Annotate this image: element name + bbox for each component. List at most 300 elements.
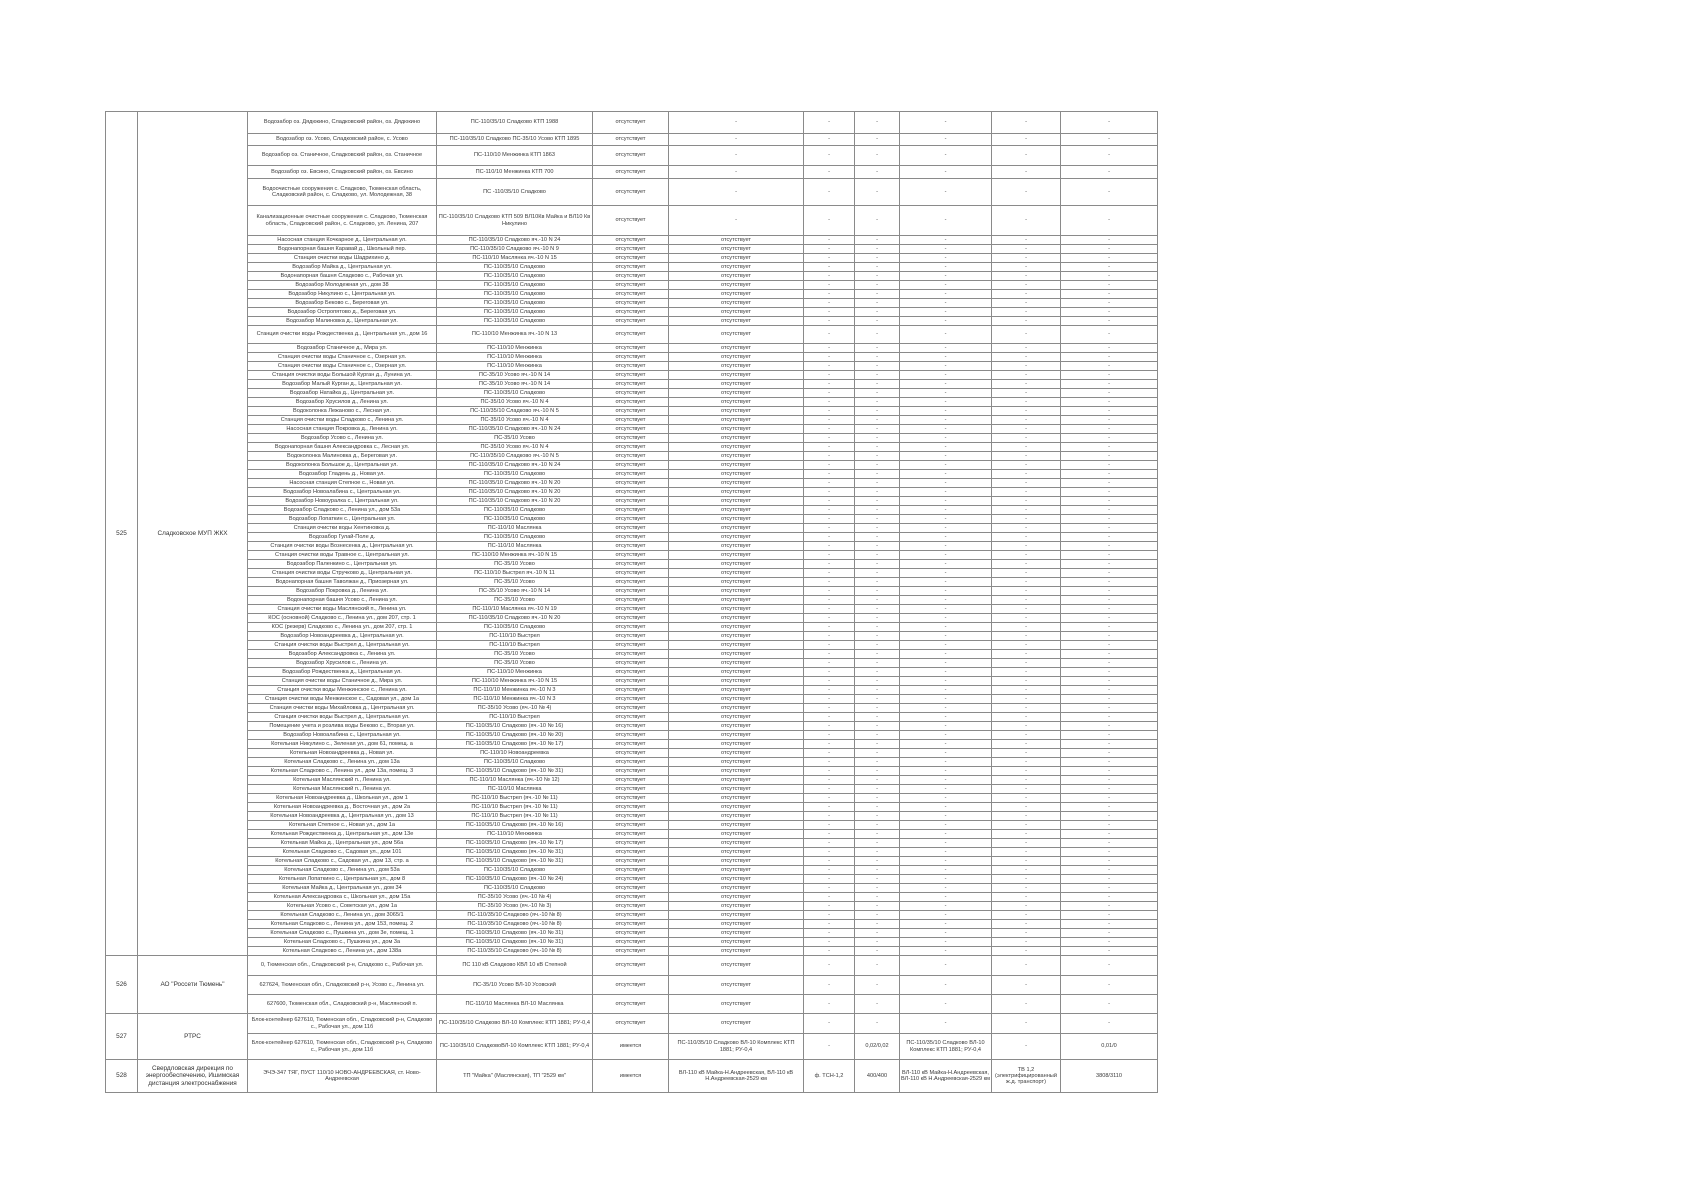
reserve-cell: отсутствует bbox=[593, 263, 669, 272]
table-row bbox=[106, 452, 1158, 461]
object-cell: Водонапорная башня Таволжан д., Приозерная ул. bbox=[248, 578, 437, 587]
supply-point-cell: ПС-110/35/10 Сладково bbox=[437, 884, 593, 893]
value-cell: - bbox=[992, 506, 1061, 515]
object-cell: Водозабор Малый Курган д., Центральная ул. bbox=[248, 380, 437, 389]
detail-cell: отсутствует bbox=[669, 587, 804, 596]
supply-point-cell: ПС-35/10 Усово яч.-10 N 4 bbox=[437, 443, 593, 452]
value-cell: - bbox=[1061, 947, 1158, 956]
object-cell: Водозабор Станичное д., Мира ул. bbox=[248, 344, 437, 353]
supply-point-cell: ПС-110/35/10 Сладково bbox=[437, 263, 593, 272]
reserve-cell: отсутствует bbox=[593, 848, 669, 857]
value-cell: - bbox=[992, 353, 1061, 362]
object-cell: КОС (основной) Сладково с., Ленина ул., дом 207, стр. 1 bbox=[248, 614, 437, 623]
value-cell: - bbox=[804, 326, 855, 344]
detail-cell: отсутствует bbox=[669, 497, 804, 506]
table-row bbox=[106, 641, 1158, 650]
supply-point-cell: ПС-110/35/10 Сладково bbox=[437, 866, 593, 875]
table-row bbox=[106, 713, 1158, 722]
value-cell: - bbox=[992, 569, 1061, 578]
group-number-cell: 528 bbox=[106, 1060, 138, 1093]
value-cell: - bbox=[1061, 641, 1158, 650]
object-cell: Станция очистки воды Михайловка д., Центральная ул. bbox=[248, 704, 437, 713]
supply-point-cell: ПС-110/10 Менжинка КТП 1863 bbox=[437, 146, 593, 166]
detail-cell: ВЛ-110 кВ Майка-Н.Андреевская, ВЛ-110 кВ Н.Андреевская-2529 км bbox=[669, 1060, 804, 1093]
reserve-cell: отсутствует bbox=[593, 605, 669, 614]
value-cell: - bbox=[804, 947, 855, 956]
object-cell: Водозабор Гулай-Поле д. bbox=[248, 533, 437, 542]
supply-point-cell: ПС-110/35/10 Сладково (яч.-10 № 31) bbox=[437, 767, 593, 776]
value-cell: - bbox=[992, 995, 1061, 1014]
value-cell: - bbox=[992, 434, 1061, 443]
value-cell: - bbox=[900, 695, 992, 704]
supply-point-cell: ПС-110/35/10 Сладково bbox=[437, 317, 593, 326]
detail-cell: отсутствует bbox=[669, 749, 804, 758]
table-row bbox=[106, 263, 1158, 272]
value-cell: - bbox=[900, 551, 992, 560]
value-cell: - bbox=[992, 179, 1061, 206]
supply-point-cell: ПС-110/35/10 Сладково яч.-10 N 9 bbox=[437, 245, 593, 254]
value-cell: - bbox=[855, 830, 900, 839]
object-cell: Котельная Маслянский п., Ленина ул. bbox=[248, 785, 437, 794]
object-cell: Станция очистки воды Менжинское с., Ленина ул. bbox=[248, 686, 437, 695]
table-row bbox=[106, 911, 1158, 920]
value-cell: - bbox=[900, 542, 992, 551]
detail-cell: отсутствует bbox=[669, 272, 804, 281]
value-cell: - bbox=[1061, 179, 1158, 206]
value-cell: - bbox=[992, 731, 1061, 740]
value-cell: - bbox=[855, 425, 900, 434]
supply-point-cell: ПС-110/35/10 Сладково (яч.-10 № 16) bbox=[437, 821, 593, 830]
value-cell: - bbox=[1061, 236, 1158, 245]
value-cell: - bbox=[992, 497, 1061, 506]
value-cell: - bbox=[855, 749, 900, 758]
value-cell: - bbox=[992, 1034, 1061, 1060]
value-cell: - bbox=[900, 263, 992, 272]
detail-cell: отсутствует bbox=[669, 362, 804, 371]
reserve-cell: отсутствует bbox=[593, 749, 669, 758]
supply-point-cell: ПС-110/10 Маслянка (яч.-10 № 12) bbox=[437, 776, 593, 785]
value-cell: - bbox=[992, 317, 1061, 326]
object-cell: Водозабор Никулино с., Центральная ул. bbox=[248, 290, 437, 299]
object-cell: Котельная Майка д., Центральная ул., дом 34 bbox=[248, 884, 437, 893]
supply-point-cell: ПС-110/10 Маслянка bbox=[437, 542, 593, 551]
value-cell: - bbox=[804, 839, 855, 848]
object-cell: Водозабор Новоандреевка д., Центральная ул. bbox=[248, 632, 437, 641]
value-cell: - bbox=[804, 353, 855, 362]
value-cell: - bbox=[992, 956, 1061, 976]
value-cell: - bbox=[992, 272, 1061, 281]
reserve-cell: имеется bbox=[593, 1060, 669, 1093]
reserve-cell: отсутствует bbox=[593, 542, 669, 551]
reserve-cell: отсутствует bbox=[593, 776, 669, 785]
reserve-cell: отсутствует bbox=[593, 677, 669, 686]
detail-cell: отсутствует bbox=[669, 236, 804, 245]
detail-cell: - bbox=[669, 206, 804, 236]
value-cell: - bbox=[855, 785, 900, 794]
table-row bbox=[106, 596, 1158, 605]
value-cell: - bbox=[1061, 353, 1158, 362]
value-cell: - bbox=[900, 722, 992, 731]
value-cell: - bbox=[804, 686, 855, 695]
value-cell: - bbox=[804, 1034, 855, 1060]
value-cell: - bbox=[992, 668, 1061, 677]
table-row bbox=[106, 479, 1158, 488]
supply-point-cell: ПС-110/10 Выстрел bbox=[437, 632, 593, 641]
value-cell: - bbox=[804, 812, 855, 821]
value-cell: - bbox=[992, 758, 1061, 767]
value-cell: - bbox=[992, 524, 1061, 533]
detail-cell: отсутствует bbox=[669, 407, 804, 416]
value-cell: - bbox=[900, 353, 992, 362]
value-cell: - bbox=[804, 416, 855, 425]
object-cell: Водозабор оз. Станичное, Сладковский район, оз. Станичное bbox=[248, 146, 437, 166]
value-cell: - bbox=[900, 884, 992, 893]
value-cell: - bbox=[992, 461, 1061, 470]
value-cell: - bbox=[855, 659, 900, 668]
value-cell: - bbox=[804, 731, 855, 740]
reserve-cell: отсутствует bbox=[593, 425, 669, 434]
value-cell: - bbox=[1061, 308, 1158, 317]
table-row bbox=[106, 206, 1158, 236]
supply-point-cell: ПС-110/10 Менжинка яч.-10 N 13 bbox=[437, 326, 593, 344]
detail-cell: отсутствует bbox=[669, 821, 804, 830]
value-cell: - bbox=[804, 290, 855, 299]
organization-cell: АО "Россети Тюмень" bbox=[138, 956, 248, 1014]
object-cell: Котельная Новоандреевка д., Новая ул. bbox=[248, 749, 437, 758]
value-cell: - bbox=[804, 740, 855, 749]
detail-cell: отсутствует bbox=[669, 290, 804, 299]
value-cell: - bbox=[1061, 146, 1158, 166]
value-cell: - bbox=[992, 911, 1061, 920]
table-row bbox=[106, 821, 1158, 830]
table-row bbox=[106, 290, 1158, 299]
value-cell: - bbox=[1061, 785, 1158, 794]
value-cell: - bbox=[992, 605, 1061, 614]
value-cell: - bbox=[804, 830, 855, 839]
value-cell: - bbox=[992, 794, 1061, 803]
value-cell: - bbox=[1061, 317, 1158, 326]
value-cell: - bbox=[900, 452, 992, 461]
value-cell: - bbox=[804, 362, 855, 371]
value-cell: - bbox=[855, 551, 900, 560]
value-cell: - bbox=[992, 659, 1061, 668]
value-cell: - bbox=[1061, 776, 1158, 785]
table-row bbox=[106, 371, 1158, 380]
value-cell: - bbox=[855, 911, 900, 920]
table-row bbox=[106, 281, 1158, 290]
value-cell: - bbox=[900, 317, 992, 326]
table-row bbox=[106, 326, 1158, 344]
table-row bbox=[106, 857, 1158, 866]
value-cell: - bbox=[900, 785, 992, 794]
value-cell: - bbox=[992, 166, 1061, 179]
value-cell: - bbox=[804, 976, 855, 995]
reserve-cell: отсутствует bbox=[593, 479, 669, 488]
value-cell: - bbox=[855, 623, 900, 632]
value-cell: - bbox=[992, 578, 1061, 587]
supply-point-cell: ПС-110/35/10 СладковоВЛ-10 Комплекс КТП 1881; РУ-0,4 bbox=[437, 1034, 593, 1060]
value-cell: - bbox=[804, 875, 855, 884]
detail-cell: отсутствует bbox=[669, 308, 804, 317]
value-cell: ТВ 1,2 (электрифицированный ж.д. транспорт) bbox=[992, 1060, 1061, 1093]
object-cell: Водозабор Покровка д., Ленина ул. bbox=[248, 587, 437, 596]
value-cell: - bbox=[804, 389, 855, 398]
value-cell: - bbox=[804, 263, 855, 272]
reserve-cell: отсутствует bbox=[593, 488, 669, 497]
supply-point-cell: ПС-110/35/10 Сладково bbox=[437, 389, 593, 398]
detail-cell: отсутствует bbox=[669, 542, 804, 551]
value-cell: - bbox=[855, 587, 900, 596]
detail-cell: отсутствует bbox=[669, 524, 804, 533]
value-cell: - bbox=[855, 236, 900, 245]
organization-cell: Сладковское МУП ЖКХ bbox=[138, 112, 248, 956]
value-cell: - bbox=[855, 461, 900, 470]
value-cell: ПС-110/35/10 Сладково ВЛ-10 Комплекс КТП 1881; РУ-0,4 bbox=[900, 1034, 992, 1060]
value-cell: - bbox=[900, 767, 992, 776]
object-cell: Станция очистки воды Станичное с., Озерная ул. bbox=[248, 353, 437, 362]
table-row bbox=[106, 166, 1158, 179]
detail-cell: отсутствует bbox=[669, 641, 804, 650]
reserve-cell: отсутствует bbox=[593, 524, 669, 533]
value-cell: - bbox=[804, 722, 855, 731]
detail-cell: отсутствует bbox=[669, 254, 804, 263]
value-cell: - bbox=[992, 632, 1061, 641]
value-cell: - bbox=[855, 731, 900, 740]
value-cell: - bbox=[855, 605, 900, 614]
value-cell: - bbox=[855, 569, 900, 578]
detail-cell: отсутствует bbox=[669, 317, 804, 326]
object-cell: Насосная станция Степное с., Новая ул. bbox=[248, 479, 437, 488]
value-cell: - bbox=[855, 641, 900, 650]
value-cell: - bbox=[900, 398, 992, 407]
supply-point-cell: ПС-110/35/10 Сладково (яч.-10 № 17) bbox=[437, 839, 593, 848]
value-cell: - bbox=[804, 425, 855, 434]
object-cell: Котельная Сладково с., Пушкина ул., дом 3а bbox=[248, 938, 437, 947]
object-cell: Водонапорная башня Усово с., Ленина ул. bbox=[248, 596, 437, 605]
detail-cell: отсутствует bbox=[669, 434, 804, 443]
value-cell: - bbox=[900, 515, 992, 524]
value-cell: - bbox=[1061, 272, 1158, 281]
value-cell: - bbox=[804, 299, 855, 308]
table-row bbox=[106, 893, 1158, 902]
object-cell: Станция очистки воды Маслянский п., Ленина ул. bbox=[248, 605, 437, 614]
supply-point-cell: ПС-110/35/10 Сладково (яч.-10 № 31) bbox=[437, 848, 593, 857]
value-cell: - bbox=[992, 254, 1061, 263]
detail-cell: отсутствует bbox=[669, 461, 804, 470]
table-row bbox=[106, 443, 1158, 452]
object-cell: Станция очистки воды Хентиновка д. bbox=[248, 524, 437, 533]
table-row bbox=[106, 947, 1158, 956]
value-cell: - bbox=[900, 236, 992, 245]
object-cell: Водозабор Новоуралка с., Центральная ул. bbox=[248, 497, 437, 506]
supply-point-cell: ПС-110/10 Менжинка яч.-10 N 15 bbox=[437, 677, 593, 686]
value-cell: - bbox=[900, 434, 992, 443]
object-cell: Водозабор Усово с., Ленина ул. bbox=[248, 434, 437, 443]
value-cell: - bbox=[900, 812, 992, 821]
value-cell: - bbox=[992, 677, 1061, 686]
reserve-cell: отсутствует bbox=[593, 812, 669, 821]
reserve-cell: отсутствует bbox=[593, 650, 669, 659]
table-row bbox=[106, 740, 1158, 749]
table-row bbox=[106, 650, 1158, 659]
supply-point-cell: ПС-110/35/10 Сладково яч.-10 N 24 bbox=[437, 461, 593, 470]
value-cell: - bbox=[804, 749, 855, 758]
object-cell: Котельная Сладково с., Садовая ул., дом 101 bbox=[248, 848, 437, 857]
supply-point-cell: ПС-110/10 Менжинка яч.-10 N 3 bbox=[437, 686, 593, 695]
table-row bbox=[106, 758, 1158, 767]
supply-point-cell: ПС-110/35/10 Сладково bbox=[437, 533, 593, 542]
object-cell: Водозабор Новоалабина с., Центральная ул. bbox=[248, 488, 437, 497]
value-cell: - bbox=[855, 533, 900, 542]
detail-cell: отсутствует bbox=[669, 659, 804, 668]
table-row bbox=[106, 659, 1158, 668]
reserve-cell: отсутствует bbox=[593, 416, 669, 425]
reserve-cell: отсутствует bbox=[593, 976, 669, 995]
reserve-cell: отсутствует bbox=[593, 371, 669, 380]
value-cell: - bbox=[804, 281, 855, 290]
detail-cell: отсутствует bbox=[669, 551, 804, 560]
supply-point-cell: ПС-35/10 Усово яч.-10 N 4 bbox=[437, 398, 593, 407]
value-cell: - bbox=[992, 443, 1061, 452]
value-cell: - bbox=[1061, 650, 1158, 659]
value-cell: - bbox=[855, 686, 900, 695]
detail-cell: ПС-110/35/10 Сладково ВЛ-10 Комплекс КТП 1881; РУ-0,4 bbox=[669, 1034, 804, 1060]
value-cell: - bbox=[900, 623, 992, 632]
detail-cell: отсутствует bbox=[669, 353, 804, 362]
value-cell: - bbox=[804, 371, 855, 380]
value-cell: - bbox=[992, 236, 1061, 245]
value-cell: - bbox=[804, 848, 855, 857]
detail-cell: отсутствует bbox=[669, 722, 804, 731]
reserve-cell: отсутствует bbox=[593, 659, 669, 668]
supply-point-cell: ПС-35/10 Усово bbox=[437, 434, 593, 443]
object-cell: 627624, Тюменская обл., Сладковский р-н, Усово с., Ленина ул. bbox=[248, 976, 437, 995]
value-cell: - bbox=[900, 938, 992, 947]
reserve-cell: отсутствует bbox=[593, 893, 669, 902]
value-cell: - bbox=[855, 281, 900, 290]
detail-cell: отсутствует bbox=[669, 677, 804, 686]
value-cell: - bbox=[804, 884, 855, 893]
object-cell: Водозабор Малиновка д., Центральная ул. bbox=[248, 317, 437, 326]
reserve-cell: отсутствует bbox=[593, 317, 669, 326]
value-cell: - bbox=[855, 407, 900, 416]
object-cell: Насосная станция Покровка д., Ленина ул. bbox=[248, 425, 437, 434]
object-cell: Станция очистки воды Сладково с., Ленина ул. bbox=[248, 416, 437, 425]
value-cell: - bbox=[900, 389, 992, 398]
value-cell: - bbox=[900, 632, 992, 641]
value-cell: - bbox=[1061, 425, 1158, 434]
reserve-cell: отсутствует bbox=[593, 281, 669, 290]
value-cell: - bbox=[1061, 695, 1158, 704]
value-cell: - bbox=[1061, 976, 1158, 995]
value-cell: - bbox=[900, 326, 992, 344]
table-row bbox=[106, 470, 1158, 479]
value-cell: - bbox=[804, 506, 855, 515]
value-cell: - bbox=[992, 560, 1061, 569]
detail-cell: отсутствует bbox=[669, 803, 804, 812]
value-cell: - bbox=[855, 767, 900, 776]
value-cell: - bbox=[900, 299, 992, 308]
value-cell: - bbox=[855, 758, 900, 767]
value-cell: - bbox=[900, 112, 992, 134]
value-cell: - bbox=[1061, 166, 1158, 179]
value-cell: - bbox=[900, 704, 992, 713]
supply-point-cell: ПС-35/10 Усово яч.-10 N 14 bbox=[437, 371, 593, 380]
detail-cell: - bbox=[669, 166, 804, 179]
reserve-cell: отсутствует bbox=[593, 407, 669, 416]
value-cell: - bbox=[855, 515, 900, 524]
supply-point-cell: ПС-110/10 Менжинка яч.-10 N 15 bbox=[437, 551, 593, 560]
value-cell: - bbox=[992, 206, 1061, 236]
value-cell: - bbox=[855, 776, 900, 785]
value-cell: - bbox=[1061, 533, 1158, 542]
table-row bbox=[106, 497, 1158, 506]
supply-point-cell: ПС-110/10 Маслянка яч.-10 N 15 bbox=[437, 254, 593, 263]
value-cell: - bbox=[804, 893, 855, 902]
detail-cell: отсутствует bbox=[669, 326, 804, 344]
reserve-cell: отсутствует bbox=[593, 272, 669, 281]
value-cell: - bbox=[804, 245, 855, 254]
value-cell: - bbox=[1061, 659, 1158, 668]
value-cell: - bbox=[900, 929, 992, 938]
value-cell: - bbox=[855, 299, 900, 308]
value-cell: - bbox=[900, 506, 992, 515]
value-cell: - bbox=[1061, 704, 1158, 713]
detail-cell: отсутствует bbox=[669, 263, 804, 272]
value-cell: - bbox=[804, 794, 855, 803]
value-cell: - bbox=[992, 470, 1061, 479]
value-cell: - bbox=[900, 839, 992, 848]
supply-point-cell: ПС-35/10 Усово ВЛ-10 Усовский bbox=[437, 976, 593, 995]
value-cell: - bbox=[992, 785, 1061, 794]
reserve-cell: отсутствует bbox=[593, 560, 669, 569]
value-cell: - bbox=[992, 839, 1061, 848]
reserve-cell: отсутствует bbox=[593, 578, 669, 587]
object-cell: Водозабор Сладково с., Ленина ул., дом 53а bbox=[248, 506, 437, 515]
value-cell: - bbox=[900, 578, 992, 587]
value-cell: - bbox=[855, 875, 900, 884]
table-row bbox=[106, 362, 1158, 371]
table-row bbox=[106, 605, 1158, 614]
table-row bbox=[106, 632, 1158, 641]
value-cell: - bbox=[804, 596, 855, 605]
detail-cell: отсутствует bbox=[669, 416, 804, 425]
value-cell: - bbox=[992, 866, 1061, 875]
reserve-cell: отсутствует bbox=[593, 134, 669, 146]
detail-cell: отсутствует bbox=[669, 713, 804, 722]
object-cell: 0, Тюменская обл., Сладковский р-н, Сладково с., Рабочая ул. bbox=[248, 956, 437, 976]
table-row bbox=[106, 245, 1158, 254]
value-cell: - bbox=[900, 866, 992, 875]
object-cell: Водозабор Остропятово д., Береговая ул. bbox=[248, 308, 437, 317]
value-cell: - bbox=[855, 596, 900, 605]
value-cell: - bbox=[1061, 560, 1158, 569]
supply-point-cell: ПС-35/10 Усово (яч.-10 № 3) bbox=[437, 902, 593, 911]
object-cell: ЭЧЭ-347 ТЯГ, ПУСТ 110/10 НОВО-АНДРЕЕВСКАЯ, ст. Ново-Андреевская bbox=[248, 1060, 437, 1093]
table-row bbox=[106, 179, 1158, 206]
value-cell: - bbox=[855, 272, 900, 281]
supply-point-cell: ПС-110/35/10 Сладково ВЛ-10 Комплекс КТП 1881; РУ-0,4 bbox=[437, 1014, 593, 1034]
value-cell: - bbox=[804, 524, 855, 533]
value-cell: - bbox=[804, 995, 855, 1014]
object-cell: Водозабор Молодежная ул., дом 38 bbox=[248, 281, 437, 290]
value-cell: - bbox=[1061, 623, 1158, 632]
reserve-cell: отсутствует bbox=[593, 884, 669, 893]
reserve-cell: отсутствует bbox=[593, 166, 669, 179]
table-row bbox=[106, 731, 1158, 740]
value-cell: - bbox=[900, 254, 992, 263]
object-cell: Водозабор Лопаткин с., Центральная ул. bbox=[248, 515, 437, 524]
